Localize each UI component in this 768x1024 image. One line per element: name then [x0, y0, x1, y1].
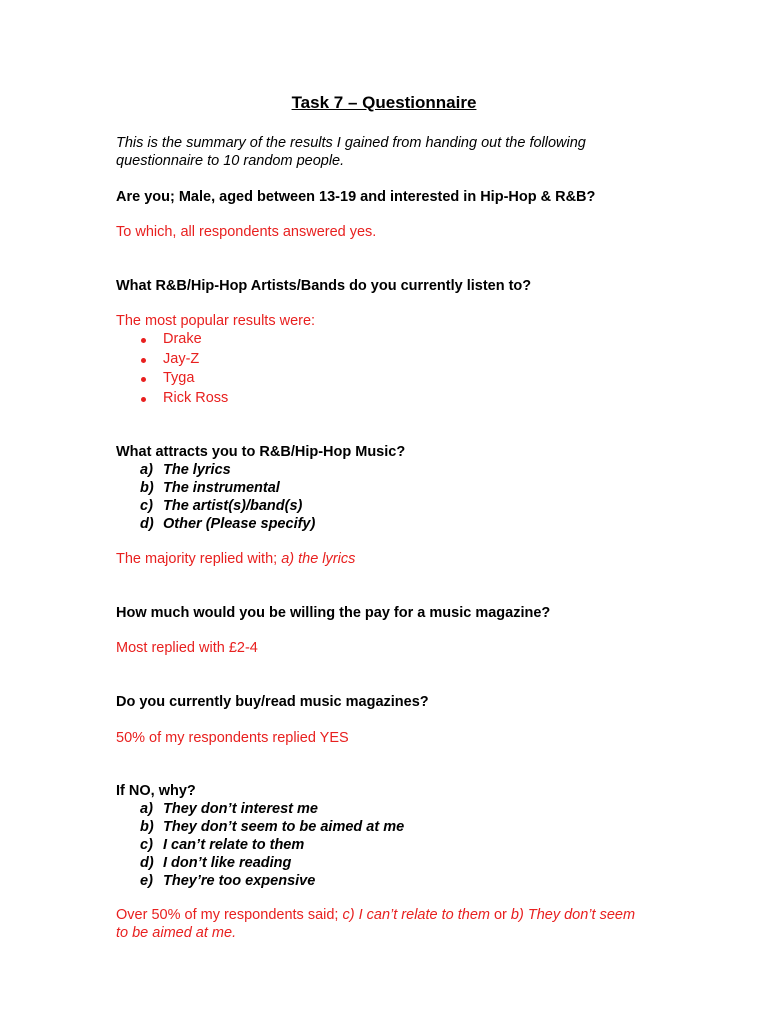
option-item: a) The lyrics — [140, 462, 231, 478]
bullet-icon — [141, 338, 146, 343]
bullet-icon — [141, 377, 146, 382]
question-3: What attracts you to R&B/Hip-Hop Music? — [116, 444, 406, 460]
answer-6: Over 50% of my respondents said; c) I can’t relate to them or b) They don’t seem to be aimed at me. — [116, 907, 636, 941]
question-5: Do you currently buy/read music magazines? — [116, 694, 429, 710]
bullet-icon — [141, 397, 146, 402]
answer-1: To which, all respondents answered yes. — [116, 224, 377, 240]
option-item: b) The instrumental — [140, 480, 280, 496]
question-6: If NO, why? — [116, 783, 196, 799]
page-title: Task 7 – Questionnaire — [291, 93, 477, 112]
answer-2-intro: The most popular results were: — [116, 313, 316, 329]
question-3-options — [116, 461, 646, 533]
option-item: b) They don’t seem to be aimed at me — [140, 819, 405, 835]
option-item: d) I don’t like reading — [140, 855, 292, 871]
list-item: Tyga — [116, 369, 646, 389]
option-item: a) They don’t interest me — [140, 801, 318, 817]
question-3-block — [116, 443, 646, 533]
option-item: c) I can’t relate to them — [140, 837, 305, 853]
list-item: Rick Ross — [116, 389, 646, 409]
question-4: How much would you be willing the pay for a music magazine? — [116, 605, 551, 621]
question-6-options — [116, 800, 646, 890]
list-item: Drake — [116, 330, 646, 350]
answer-3: The majority replied with; a) the lyrics — [116, 551, 356, 567]
question-1: Are you; Male, aged between 13-19 and interested in Hip-Hop & R&B? — [116, 189, 596, 205]
option-item: d) Other (Please specify) — [140, 516, 316, 532]
artist-list — [116, 330, 646, 408]
question-6-block — [116, 782, 646, 890]
answer-2 — [116, 312, 646, 408]
option-item: c) The artist(s)/band(s) — [140, 498, 303, 514]
answer-4: Most replied with £2-4 — [116, 640, 258, 656]
answer-5: 50% of my respondents replied YES — [116, 730, 349, 746]
bullet-icon — [141, 358, 146, 363]
option-item: e) They’re too expensive — [140, 873, 316, 889]
question-2: What R&B/Hip-Hop Artists/Bands do you currently listen to? — [116, 278, 532, 294]
intro-text: This is the summary of the results I gained from handing out the following questionnaire to 10 random people. — [116, 135, 586, 169]
list-item: Jay-Z — [116, 350, 646, 370]
